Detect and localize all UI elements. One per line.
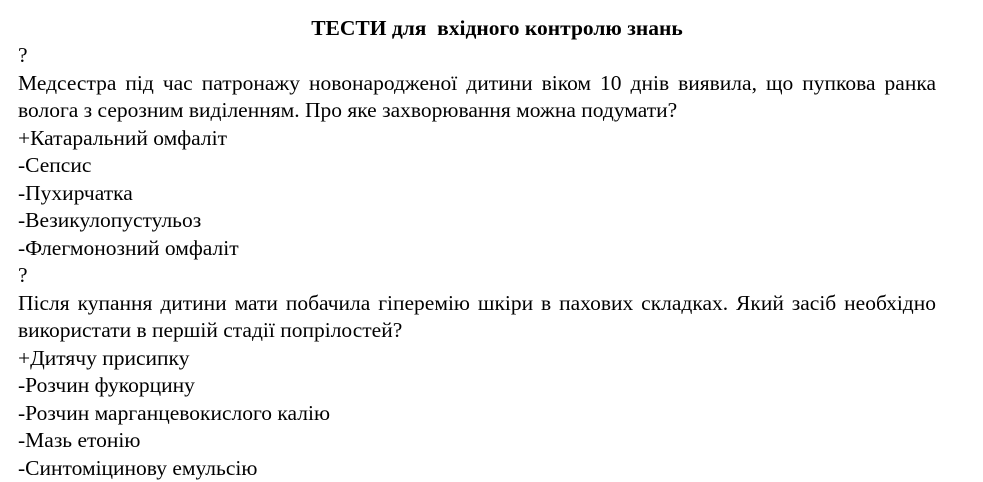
document-page <box>18 14 936 482</box>
answer-option: -Флегмонозний омфаліт <box>18 235 239 260</box>
document-title: ТЕСТИ для вхідного контролю знань <box>311 16 683 40</box>
answer-option: -Розчин марганцевокислого калію <box>18 400 331 425</box>
answer-option: -Мазь етонію <box>18 428 141 452</box>
answer-option: +Катаральний омфаліт <box>18 125 227 150</box>
question-block-1 <box>18 42 936 262</box>
question-text: Після купання дитини мати побачила гіперемію шкіри в пахових складках. Який засіб необхідно використати в першій стадії попрілостей? <box>18 290 936 342</box>
answer-option: -Розчин фукорцину <box>18 373 195 397</box>
answer-option: -Пухирчатка <box>18 180 133 205</box>
question-marker: ? <box>18 263 28 287</box>
answer-option: +Дитячу присипку <box>18 345 190 370</box>
question-marker: ? <box>18 43 28 67</box>
answer-option: -Сепсис <box>18 153 92 177</box>
question-text: Медсестра під час патронажу новонародженої дитини віком 10 днів виявила, що пупкова ранка волога з серозним виділенням. Про яке захворювання можна подумати? <box>18 70 936 122</box>
answer-option: -Везикулопустульоз <box>18 208 202 232</box>
question-block-2 <box>18 262 936 482</box>
answer-option: -Синтоміцинову емульсію <box>18 455 258 480</box>
